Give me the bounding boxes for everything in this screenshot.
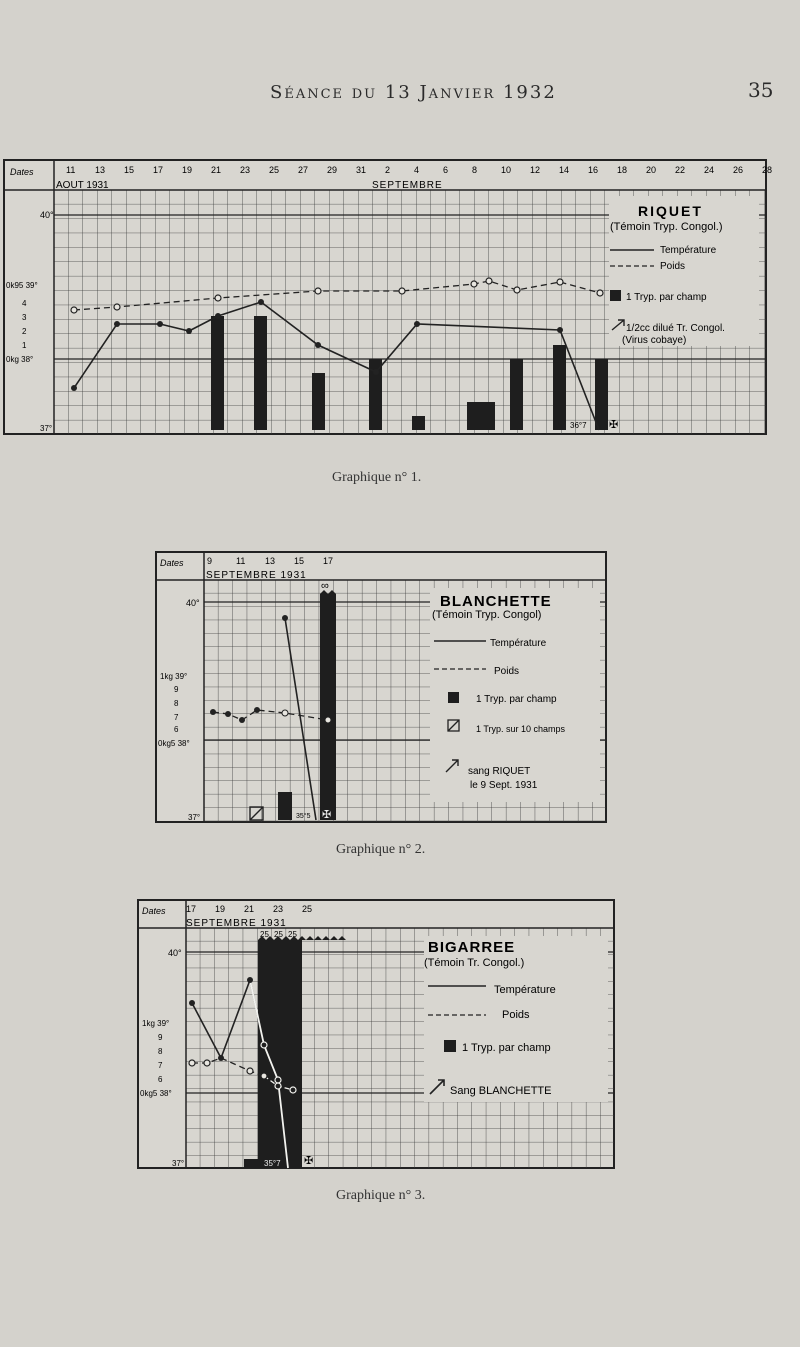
date-tick-label: 21 [211,165,222,175]
fig1-bar [312,373,325,430]
fig2-weight-point-open [325,717,331,723]
date-tick-label: 13 [265,556,276,566]
running-title: Séance du 13 Janvier 1932 [270,82,557,103]
fig1-y-3: 3 [22,313,27,322]
page-header [0,78,800,108]
fig2-legend-tryp-10: 1 Tryp. sur 10 champs [476,724,566,734]
fig3-y-7: 7 [158,1061,163,1070]
fig3-top-mark-3: 25 [288,930,297,939]
fig2-subtitle: (Témoin Tryp. Congol) [432,609,542,621]
fig1-title: RIQUET [638,203,703,219]
date-tick-label: 24 [704,165,715,175]
date-tick-label: 22 [675,165,686,175]
fig1-month-sept: SEPTEMBRE [372,180,443,191]
fig2-death-mark: ✠ [322,809,332,821]
date-tick-label: 17 [323,556,334,566]
date-tick-label: 19 [182,165,193,175]
fig1-bar [510,359,523,430]
fig2-dates-label: Dates [160,558,184,568]
figure-3-caption: Graphique n° 3. [336,1188,426,1203]
date-tick-label: 10 [501,165,512,175]
fig3-legend-source: Sang BLANCHETTE [450,1085,552,1097]
date-tick-label: 15 [124,165,135,175]
fig1-bar [211,316,224,430]
fig3-y-6: 6 [158,1075,163,1084]
figure-3 [138,900,614,1168]
fig2-legend-temp: Température [490,638,547,649]
page-number: 35 [748,78,774,102]
fig1-dates-label: Dates [10,167,34,177]
date-tick-label: 29 [327,165,338,175]
fig3-bar [244,1159,258,1168]
fig1-end-temp: 36°7 [570,421,587,430]
fig3-title: BIGARREE [428,939,516,956]
fig1-bar [254,316,267,430]
fig2-y-38: 0kg5 38° [158,739,190,748]
date-tick-label: 14 [559,165,570,175]
fig2-y-8: 8 [174,699,179,708]
fig2-weight-point-open [282,710,288,716]
date-tick-label: 25 [302,904,313,914]
fig1-bar [412,416,425,430]
date-tick-label: 21 [244,904,255,914]
date-tick-label: 31 [356,165,367,175]
fig2-legend-date: le 9 Sept. 1931 [470,780,538,791]
fig3-month: SEPTEMBRE 1931 [186,918,287,929]
fig2-y-37: 37° [188,813,201,822]
fig1-legend-tryp: 1 Tryp. par champ [626,292,707,303]
date-tick-label: 28 [762,165,773,175]
date-tick-label: 26 [733,165,744,175]
date-tick-label: 4 [414,165,420,175]
fig3-legend-tryp: 1 Tryp. par champ [462,1042,551,1054]
fig1-legend-virus: (Virus cobaye) [622,335,687,346]
fig2-y-6: 6 [174,725,179,734]
fig2-legend-source: sang RIQUET [468,766,531,777]
fig1-y-39: 0k95 39° [6,281,38,290]
fig2-y-9: 9 [174,685,179,694]
date-tick-label: 23 [273,904,284,914]
date-tick-label: 12 [530,165,541,175]
fig3-y-9: 9 [158,1033,163,1042]
fig1-y-37: 37° [40,424,53,433]
fig2-bar-infinite [320,594,336,820]
date-tick-label: 19 [215,904,226,914]
fig1-bar [553,345,566,430]
fig2-legend-tryp: 1 Tryp. par champ [476,694,557,705]
fig3-y-40: 40° [168,948,182,958]
fig3-bar-infinite [258,940,302,1168]
date-tick-label: 27 [298,165,309,175]
date-tick-label: 9 [207,556,213,566]
fig2-y-40: 40° [186,598,200,608]
fig1-bar [595,359,608,430]
fig3-subtitle: (Témoin Tr. Congol.) [424,957,525,969]
fig3-dates-label: Dates [142,906,166,916]
date-tick-label: 16 [588,165,599,175]
date-tick-label: 6 [443,165,449,175]
fig1-y-4: 4 [22,299,27,308]
date-tick-label: 2 [385,165,391,175]
fig1-month-aout: AOUT 1931 [56,180,109,191]
fig2-legend-weight: Poids [494,666,520,677]
fig1-legend-inoculum: 1/2cc dilué Tr. Congol. [626,323,725,334]
date-tick-label: 15 [294,556,305,566]
fig3-y-37: 37° [172,1159,185,1168]
fig1-y-40: 40° [40,210,54,220]
fig1-y-2: 2 [22,327,27,336]
date-tick-label: 23 [240,165,251,175]
fig3-end-temp: 35°7 [264,1159,281,1168]
date-tick-label: 18 [617,165,628,175]
fig2-y-7: 7 [174,713,179,722]
fig3-legend-bar-swatch [444,1040,456,1052]
fig2-temperature-point [282,615,288,621]
figure-1 [4,160,773,434]
fig1-bar [467,402,495,430]
figure-2 [156,552,606,822]
date-tick-label: 20 [646,165,657,175]
fig3-top-mark-2: 25 [274,930,283,939]
fig2-month: SEPTEMBRE 1931 [206,570,307,581]
fig1-legend-bar-swatch [610,290,621,301]
fig1-y-1: 1 [22,341,27,350]
date-tick-label: 11 [236,556,246,566]
date-tick-label: 11 [66,165,76,175]
figure-3-chart [138,900,614,1168]
fig1-subtitle: (Témoin Tryp. Congol.) [610,221,723,233]
fig3-y-39: 1kg 39° [142,1019,170,1028]
figure-2-caption: Graphique n° 2. [336,842,426,857]
fig1-death-mark: ✠ [609,419,619,431]
date-tick-label: 8 [472,165,478,175]
date-tick-label: 13 [95,165,106,175]
date-tick-label: 17 [153,165,164,175]
fig3-death-mark: ✠ [304,1155,314,1167]
fig2-end-temp: 35°5 [296,813,311,820]
date-tick-label: 25 [269,165,280,175]
fig1-legend-temp: Température [660,245,717,256]
figure-1-caption: Graphique n° 1. [332,470,422,485]
fig3-legend-temp: Température [494,984,556,996]
fig2-y-39: 1kg 39° [160,672,188,681]
fig1-y-38: 0kg 38° [6,355,34,364]
fig3-top-mark-1: 25 [260,930,269,939]
fig2-title: BLANCHETTE [440,593,552,610]
figure-2-chart [156,552,606,822]
fig2-bar [278,792,292,820]
figure-1-chart [4,160,773,434]
date-tick-label: 17 [186,904,197,914]
fig2-infinity: ∞ [321,580,329,592]
fig2-legend-bar-swatch [448,692,459,703]
fig3-legend-weight: Poids [502,1009,530,1021]
fig3-y-8: 8 [158,1047,163,1056]
fig1-legend-weight: Poids [660,261,686,272]
fig3-y-38: 0kg5 38° [140,1089,172,1098]
